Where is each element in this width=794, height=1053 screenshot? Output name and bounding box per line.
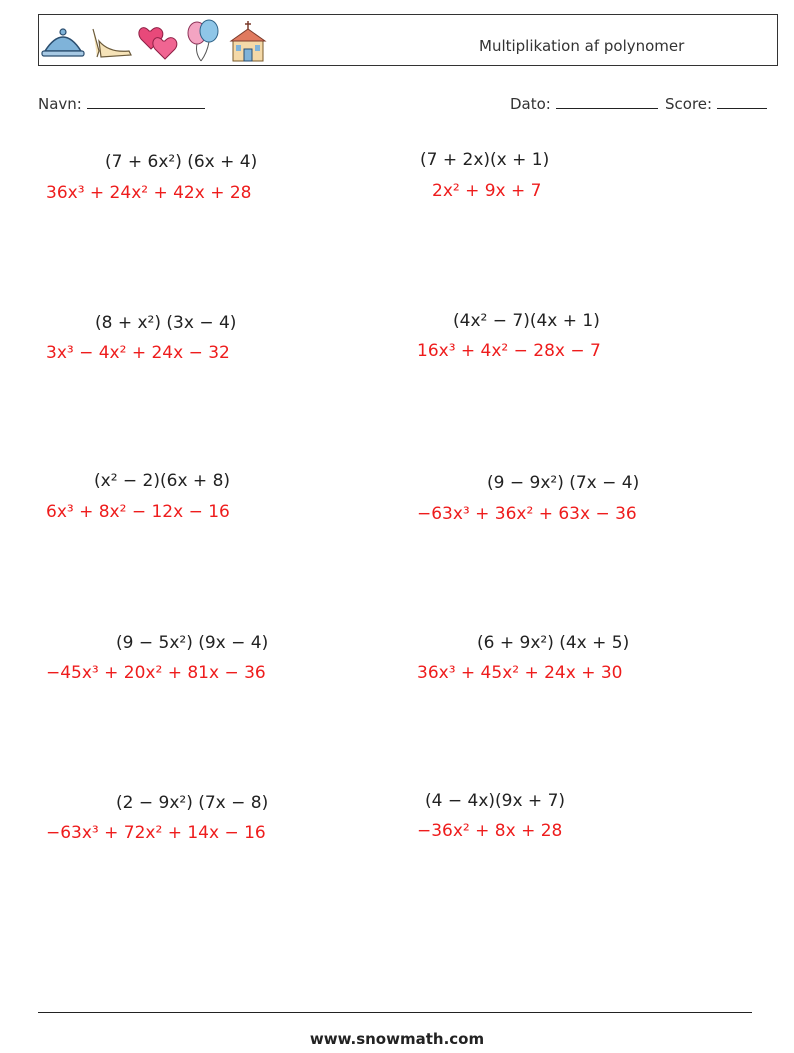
problem-1-question: (7 + 6x²) (6x + 4) [105, 152, 258, 172]
balloons-icon [183, 19, 223, 63]
header-icons [41, 19, 273, 63]
problem-7-answer: −45x³ + 20x² + 81x − 36 [46, 663, 266, 683]
worksheet-title: Multiplikation af polynomer [479, 37, 685, 55]
problem-5-answer: 6x³ + 8x² − 12x − 16 [46, 502, 230, 522]
problem-10-question: (4 − 4x)(9x + 7) [425, 791, 566, 811]
food-cloche-icon [41, 21, 85, 61]
hearts-icon [137, 21, 179, 61]
score-label: Score: [665, 95, 713, 113]
church-icon [227, 19, 269, 63]
name-field [38, 92, 205, 113]
date-label: Dato: [510, 95, 551, 113]
name-blank[interactable] [87, 92, 205, 109]
high-heel-shoe-icon [89, 21, 133, 61]
problem-5-question: (x² − 2)(6x + 8) [94, 471, 231, 491]
problem-10-answer: −36x² + 8x + 28 [417, 821, 563, 841]
problem-4-question: (4x² − 7)(4x + 1) [453, 311, 600, 331]
problem-2-answer: 2x² + 9x + 7 [432, 181, 542, 201]
problem-7-question: (9 − 5x²) (9x − 4) [116, 633, 269, 653]
problem-6-question: (9 − 9x²) (7x − 4) [487, 473, 640, 493]
worksheet-header [38, 14, 778, 66]
problem-1-answer: 36x³ + 24x² + 42x + 28 [46, 183, 252, 203]
problem-6-answer: −63x³ + 36x² + 63x − 36 [417, 504, 637, 524]
problem-3-answer: 3x³ − 4x² + 24x − 32 [46, 343, 230, 363]
score-blank[interactable] [717, 92, 767, 109]
problem-8-answer: 36x³ + 45x² + 24x + 30 [417, 663, 623, 683]
problem-9-answer: −63x³ + 72x² + 14x − 16 [46, 823, 266, 843]
score-field [665, 92, 767, 113]
date-blank[interactable] [556, 92, 658, 109]
footer-divider [38, 1012, 752, 1013]
date-field [510, 92, 658, 113]
problem-2-question: (7 + 2x)(x + 1) [420, 150, 550, 170]
problem-3-question: (8 + x²) (3x − 4) [95, 313, 237, 333]
problem-9-question: (2 − 9x²) (7x − 8) [116, 793, 269, 813]
footer-url[interactable]: www.snowmath.com [309, 1030, 485, 1048]
problem-8-question: (6 + 9x²) (4x + 5) [477, 633, 630, 653]
name-label: Navn: [38, 95, 82, 113]
problem-4-answer: 16x³ + 4x² − 28x − 7 [417, 341, 601, 361]
